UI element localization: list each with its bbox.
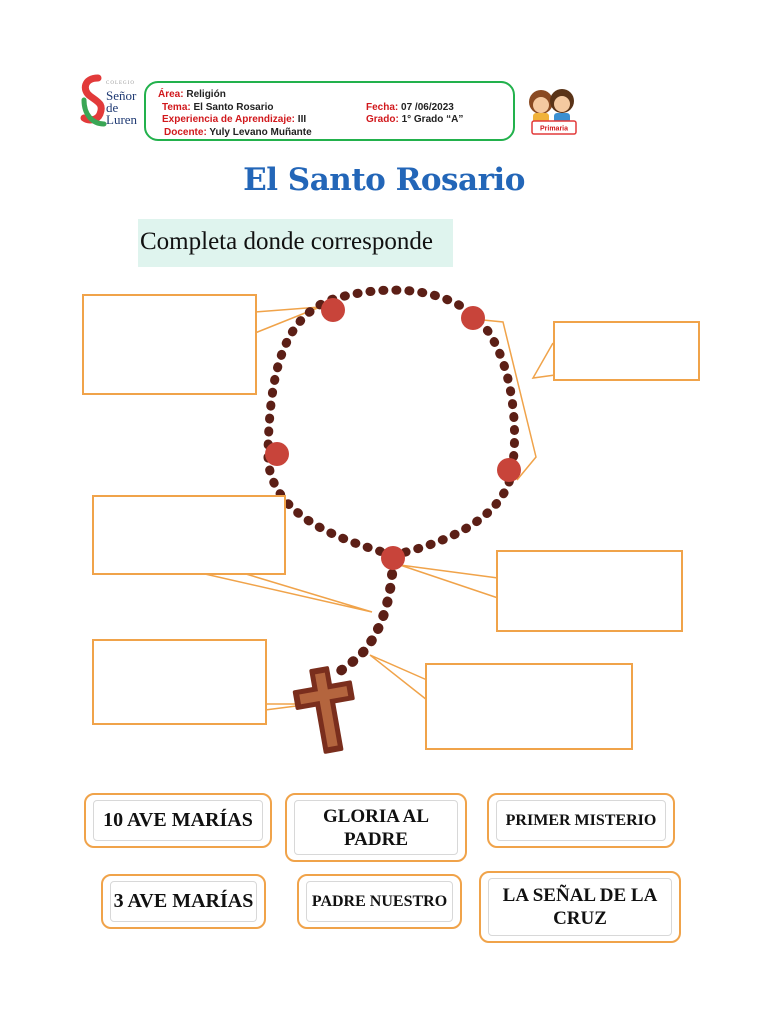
word-card-4-text: 3 AVE MARÍAS <box>113 890 254 912</box>
rosary-loop-beads <box>268 290 515 555</box>
word-card-4[interactable] <box>101 874 266 929</box>
pointer-top-right-a <box>533 343 555 378</box>
word-card-6-line1: LA SEÑAL DE LA <box>502 885 658 906</box>
word-card-1-text: 10 AVE MARÍAS <box>103 809 253 831</box>
answer-box-2[interactable] <box>553 321 700 381</box>
fecha-row: Fecha: 07 /06/2023 <box>366 102 454 113</box>
school-logo-text: COLEGIO Señor de Luren <box>106 81 138 127</box>
area-row: Área: Religión <box>158 89 226 100</box>
big-bead-2 <box>461 306 485 330</box>
word-card-6-line2: CRUZ <box>553 908 607 929</box>
word-card-3[interactable] <box>487 793 675 848</box>
primaria-badge: Primaria <box>539 125 569 133</box>
pointer-bottom-right <box>370 655 427 700</box>
answer-box-4[interactable] <box>496 550 683 632</box>
big-bead-5 <box>381 546 405 570</box>
word-card-2[interactable] <box>285 793 467 862</box>
rosary-chain <box>265 290 521 678</box>
answer-box-1[interactable] <box>82 294 257 395</box>
word-card-5[interactable] <box>297 874 462 929</box>
answer-box-5[interactable] <box>92 639 267 725</box>
crucifix <box>289 662 363 757</box>
answer-box-3[interactable] <box>92 495 286 575</box>
experiencia-row: Experiencia de Aprendizaje: III <box>162 114 307 125</box>
big-bead-3 <box>265 442 289 466</box>
big-bead-1 <box>321 298 345 322</box>
grado-row: Grado: 1° Grado “A” <box>366 114 464 125</box>
pointer-mid-left <box>205 574 372 612</box>
tema-row: Tema: El Santo Rosario <box>162 102 274 113</box>
instruction-text: Completa donde corresponde <box>140 228 433 255</box>
docente-row: Docente: Yuly Levano Muñante <box>164 127 312 138</box>
word-card-2-line2: PADRE <box>343 828 409 850</box>
big-bead-4 <box>497 458 521 482</box>
word-card-5-text: PADRE NUESTRO <box>311 893 448 910</box>
word-card-6[interactable] <box>479 871 681 943</box>
word-card-2-line1: GLORIA AL <box>322 805 430 827</box>
word-card-3-text: PRIMER MISTERIO <box>505 812 657 829</box>
page-title: El Santo Rosario <box>243 162 525 198</box>
pointer-mid-right <box>400 565 498 598</box>
word-card-1[interactable] <box>84 793 272 848</box>
answer-box-6[interactable] <box>425 663 633 750</box>
